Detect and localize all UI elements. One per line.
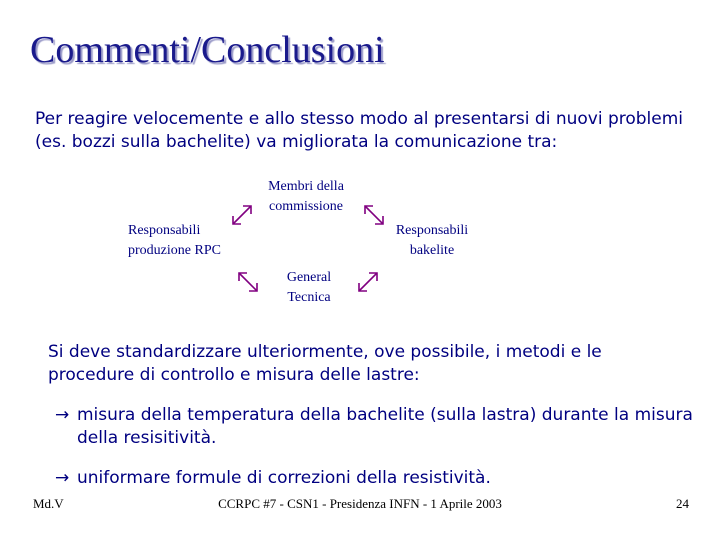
node-membri-commissione xyxy=(250,177,362,217)
node-responsabili-rpc xyxy=(128,221,244,261)
bullet-text: misura della temperatura della bachelite (sulla lastra) durante la misura della resisitività. xyxy=(77,405,693,448)
double-headed-arrow-icon xyxy=(228,201,256,229)
second-paragraph: Si deve standardizzare ulteriormente, ove possibile, i metodi e le procedure di controllo e misura delle lastre: xyxy=(48,342,602,385)
page-number: 24 xyxy=(676,496,689,511)
node-membri-line-2: commissione xyxy=(269,199,343,214)
slide-title: Commenti/Conclusioni xyxy=(30,29,385,71)
intro-paragraph: Per reagire velocemente e allo stesso modo al presentarsi di nuovi problemi (es. bozzi sulla bachelite) va migliorata la comunicazione tra: xyxy=(35,109,684,152)
double-headed-arrow-icon xyxy=(234,268,262,296)
node-membri-line-1: Membri della xyxy=(268,179,344,194)
node-bakelite-line-1: Responsabili xyxy=(395,223,469,238)
footer-event: CCRPC #7 - CSN1 - Presidenza INFN - 1 Aprile 2003 xyxy=(218,496,502,511)
footer-author: Md.V xyxy=(33,496,64,511)
node-rpc-line-1: Responsabili xyxy=(128,223,201,238)
node-responsabili-bakelite xyxy=(382,221,482,261)
arrow-bullet-icon: → xyxy=(55,405,70,425)
double-headed-arrow-icon xyxy=(354,268,382,296)
node-rpc-line-2: produzione RPC xyxy=(128,243,221,258)
bullet-item xyxy=(55,404,695,450)
node-bakelite-line-2: bakelite xyxy=(409,243,455,258)
bullet-item xyxy=(55,467,695,490)
node-general-line-1: General xyxy=(286,270,332,285)
double-headed-arrow-icon xyxy=(360,201,388,229)
node-general-tecnica xyxy=(274,268,344,308)
arrow-bullet-icon: → xyxy=(55,468,70,488)
node-general-line-2: Tecnica xyxy=(287,290,331,305)
bullet-text: uniformare formule di correzioni della resistività. xyxy=(77,468,491,488)
